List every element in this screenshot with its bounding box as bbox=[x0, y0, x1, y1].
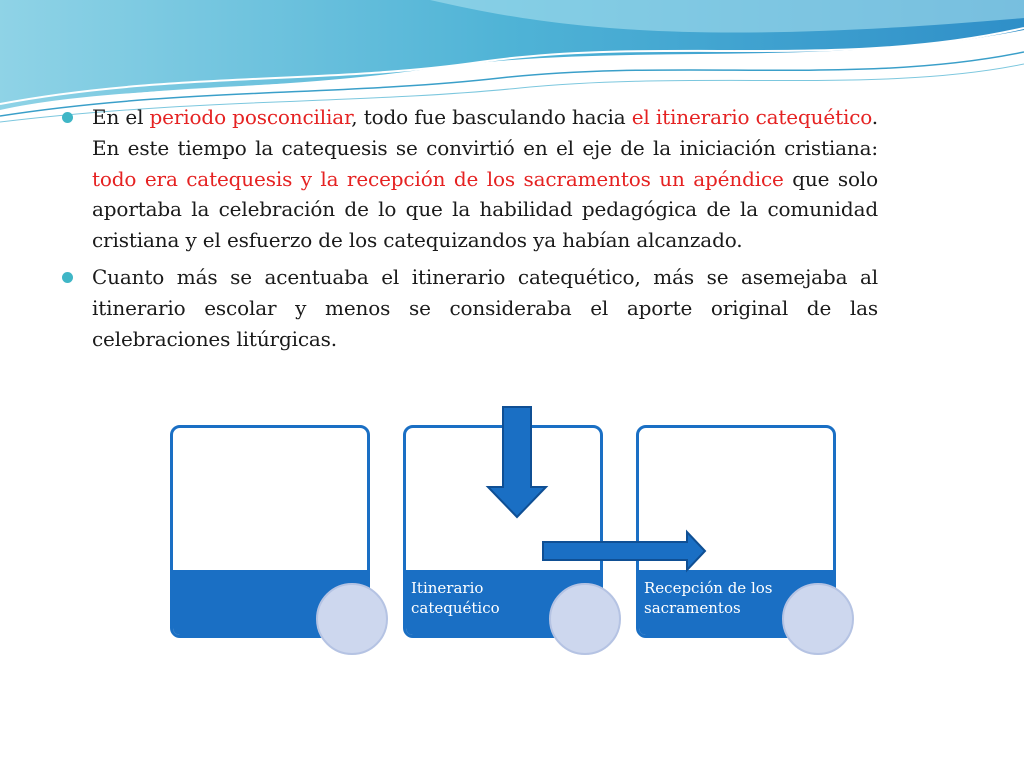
bullet-item bbox=[62, 262, 878, 354]
bullet-list bbox=[62, 102, 878, 360]
body-text: En el bbox=[92, 105, 150, 129]
bullet-text bbox=[92, 102, 878, 256]
circle-decoration bbox=[549, 583, 621, 655]
body-text: , todo fue basculando hacia bbox=[351, 105, 632, 129]
body-text: que solo aportaba la celebración de lo que la habilidad pedagógica de la comunidad cristiana y el esfuerzo de los catequizandos ya habían alcanzado. bbox=[92, 166, 878, 253]
body-text: . En este tiempo la catequesis se convirtió en el eje de la iniciación cristiana: bbox=[92, 105, 879, 160]
bullet-dot-icon bbox=[62, 112, 73, 123]
circle-decoration bbox=[782, 583, 854, 655]
bullet-dot-icon bbox=[62, 272, 73, 283]
highlight-text: periodo posconciliar bbox=[149, 105, 352, 129]
body-text: Cuanto más se acentuaba el itinerario catequético, más se asemejaba al itinerario escolar y menos se consideraba el aporte original de las celebraciones litúrgicas. bbox=[92, 264, 878, 351]
card-label: Itinerario catequético bbox=[411, 579, 500, 617]
bullet-text bbox=[92, 262, 878, 354]
highlight-text: todo era catequesis y la recepción de los sacramentos un apéndice bbox=[92, 166, 784, 191]
highlight-text: el itinerario catequético bbox=[631, 105, 872, 129]
card-label: Recepción de los sacramentos bbox=[644, 579, 773, 617]
circle-decoration bbox=[316, 583, 388, 655]
bullet-item bbox=[62, 102, 878, 256]
